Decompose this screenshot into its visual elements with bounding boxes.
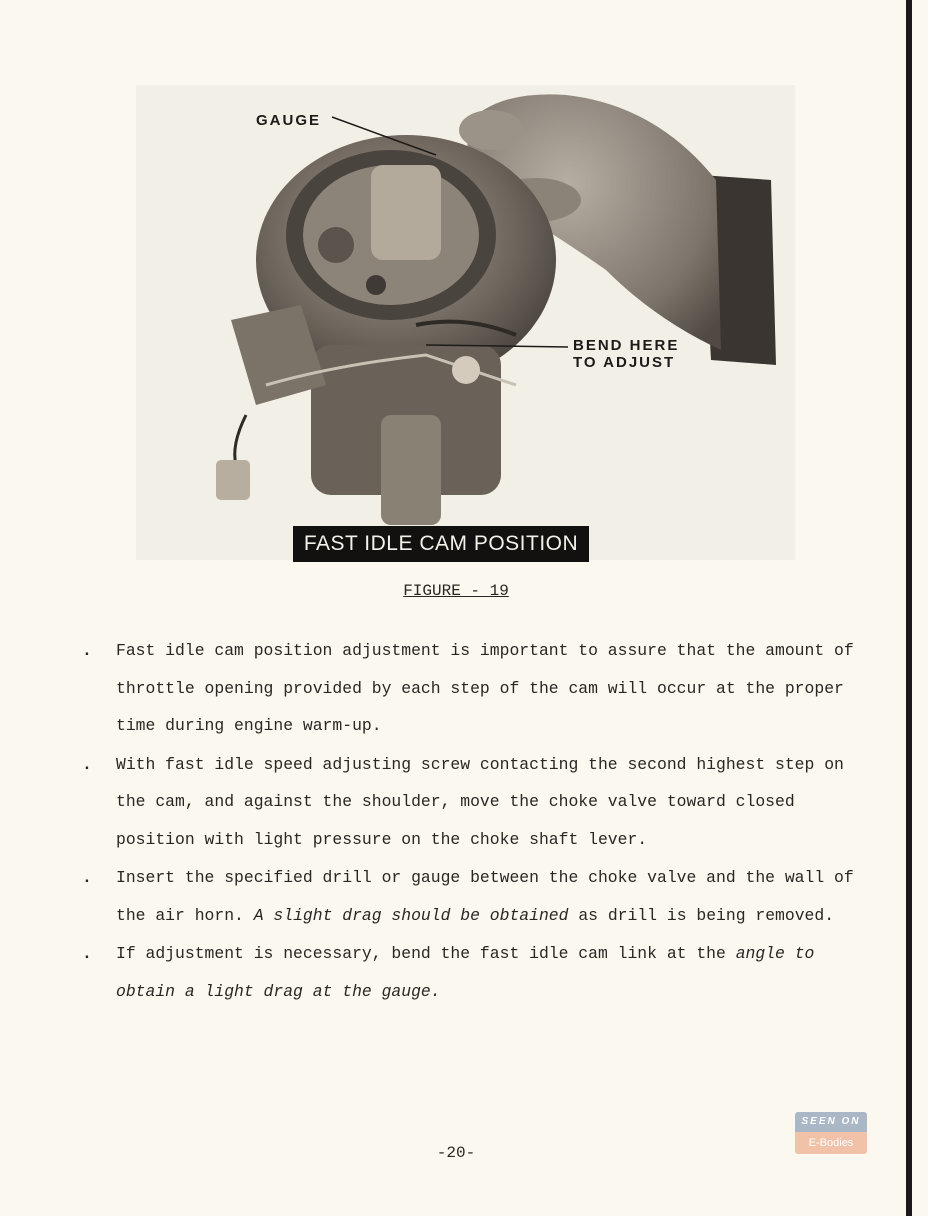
watermark-line2: E-Bodies bbox=[795, 1132, 867, 1154]
watermark-badge bbox=[795, 1112, 867, 1154]
bend-here-line2: TO ADJUST bbox=[573, 354, 676, 371]
bullet-icon: . bbox=[82, 868, 92, 888]
watermark-line1: SEEN ON bbox=[795, 1112, 867, 1132]
procedure-steps bbox=[82, 632, 872, 1011]
step-item bbox=[82, 746, 872, 859]
bullet-icon: . bbox=[82, 754, 92, 774]
step-text-after: as drill is being removed. bbox=[578, 905, 835, 925]
page-edge bbox=[906, 0, 912, 1216]
step-text: Fast idle cam position adjustment is important to assure that the amount of throttle opening provided by each step of the cam will occur at the proper time during engine warm-up. bbox=[116, 641, 854, 736]
figure-caption-text: FIGURE - 19 bbox=[403, 582, 509, 600]
carburetor-photo bbox=[136, 85, 795, 560]
step-item bbox=[82, 632, 872, 745]
bend-here-line1: BEND HERE bbox=[573, 337, 680, 354]
step-text: Insert the specified drill or gauge between the choke valve and the wall of the air horn. bbox=[116, 868, 854, 925]
step-text: With fast idle speed adjusting screw contacting the second highest step on the cam, and against the shoulder, move the choke valve toward closed position with light pressure on the choke shaft lever. bbox=[116, 754, 844, 850]
figure-caption bbox=[0, 580, 912, 602]
step-emphasis: A slight drag should be obtained bbox=[253, 905, 569, 925]
step-item bbox=[82, 859, 872, 934]
step-text: If adjustment is necessary, bend the fast idle cam link at the bbox=[116, 944, 726, 964]
figure-banner: FAST IDLE CAM POSITION bbox=[293, 526, 589, 562]
carburetor-illustration bbox=[136, 85, 795, 560]
step-item bbox=[82, 935, 872, 1010]
step-emphasis: angle to obtain a light drag at the gauge. bbox=[116, 944, 815, 1001]
bullet-icon: . bbox=[82, 641, 92, 660]
page-number: -20- bbox=[436, 1144, 476, 1162]
bullet-icon: . bbox=[82, 944, 92, 964]
gauge-callout: GAUGE bbox=[256, 112, 322, 129]
bend-here-callout bbox=[573, 337, 679, 371]
